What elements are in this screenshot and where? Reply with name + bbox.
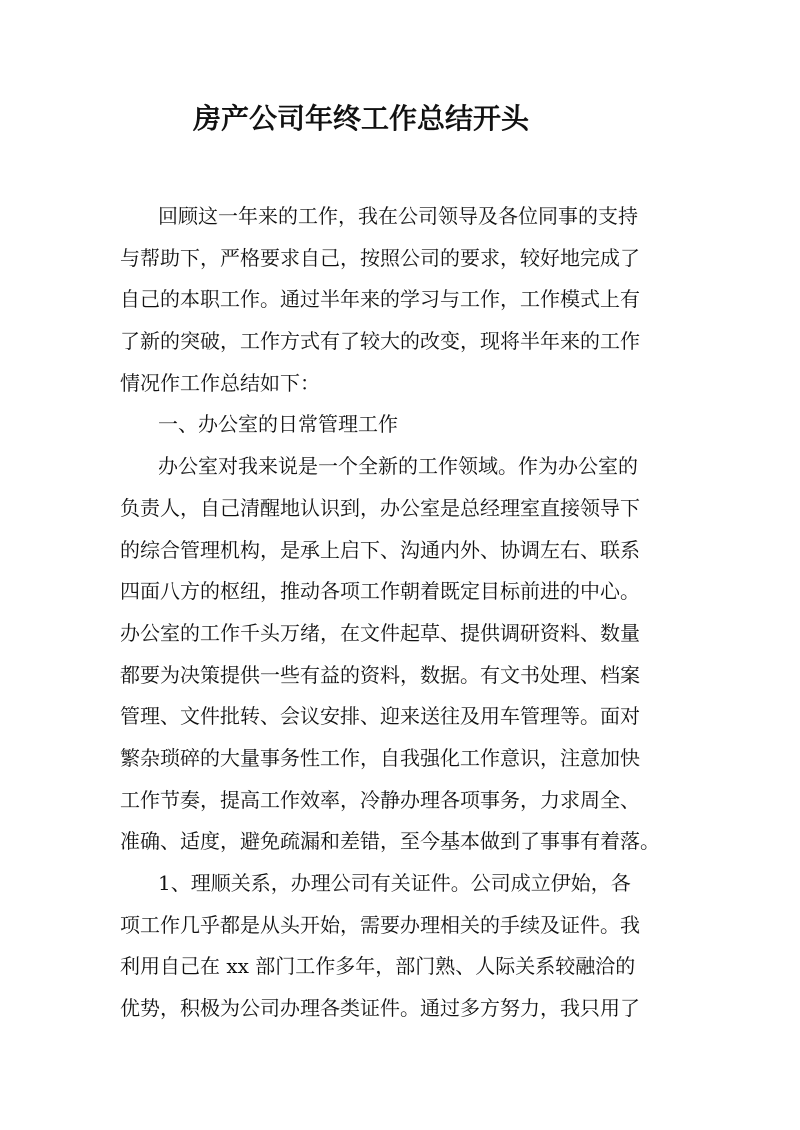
text-line: 管理、文件批转、会议安排、迎来送往及用车管理等。面对: [120, 704, 640, 729]
paragraph-item-1: [120, 863, 640, 1030]
document-body: [120, 196, 660, 1030]
paragraph-office: [120, 446, 660, 863]
text-line: 的综合管理机构，是承上启下、沟通内外、协调左右、联系: [120, 537, 640, 562]
text-line: 准确、适度，避免疏漏和差错，至今基本做到了事事有着落。: [120, 829, 660, 854]
paragraph-intro: [120, 196, 640, 404]
text-line: 1、理顺关系，办理公司有关证件。公司成立伊始，各: [158, 871, 631, 895]
section-heading: [120, 404, 602, 446]
text-line: 一、办公室的日常管理工作: [158, 412, 398, 437]
text-line: 负责人，自己清醒地认识到，办公室是总经理室直接领导下: [120, 495, 640, 520]
text-line: 回顾这一年来的工作，我在公司领导及各位同事的支持: [158, 204, 638, 228]
text-line: 办公室的工作千头万绪，在文件起草、提供调研资料、数量: [120, 620, 640, 645]
text-line: 情况作工作总结如下：: [120, 370, 320, 395]
text-line: 与帮助下，严格要求自己，按照公司的要求，较好地完成了: [120, 245, 640, 270]
text-line: 优势，积极为公司办理各类证件。通过多方努力，我只用了: [120, 996, 640, 1021]
text-line: 项工作几乎都是从头开始，需要办理相关的手续及证件。我: [120, 912, 640, 937]
text-line: 自己的本职工作。通过半年来的学习与工作，工作模式上有: [120, 287, 640, 312]
document-title: 房产公司年终工作总结开头: [192, 102, 529, 135]
text-line: 繁杂琐碎的大量事务性工作，自我强化工作意识，注意加快: [120, 745, 640, 770]
text-line: 都要为决策提供一些有益的资料，数据。有文书处理、档案: [120, 662, 640, 687]
text-line: 了新的突破，工作方式有了较大的改变，现将半年来的工作: [120, 329, 640, 354]
text-line: 办公室对我来说是一个全新的工作领域。作为办公室的: [158, 454, 638, 479]
text-line: 四面八方的枢纽，推动各项工作朝着既定目标前进的中心。: [120, 579, 640, 604]
text-line: 利用自己在 xx 部门工作多年，部门熟、人际关系较融洽的: [120, 954, 636, 979]
text-line: 工作节奏，提高工作效率，冷静办理各项事务，力求周全、: [120, 787, 640, 812]
